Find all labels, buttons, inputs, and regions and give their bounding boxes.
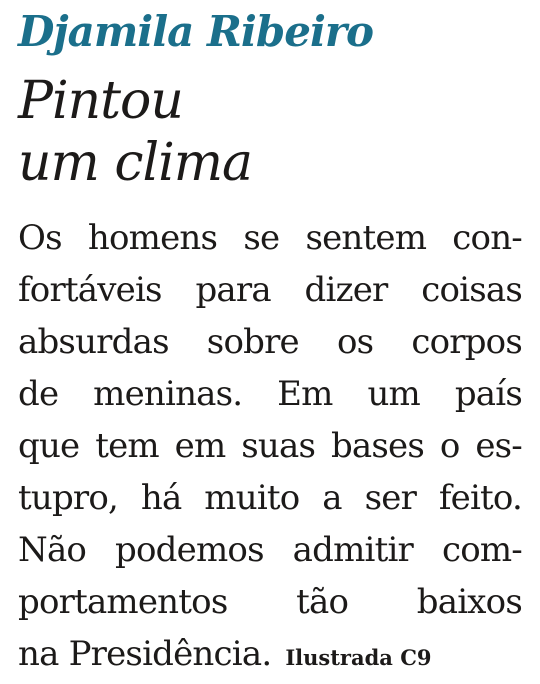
teaser-last-line [18, 628, 522, 680]
teaser-line: fortáveis para dizer coisas [18, 270, 522, 310]
headline-line-2: um clima [18, 133, 253, 193]
teaser-line: na Presidência. [18, 634, 272, 674]
headline[interactable] [18, 70, 252, 194]
headline-line-1: Pintou [18, 71, 183, 131]
teaser-line: Não podemos admitir com- [18, 530, 522, 570]
teaser-line: que tem em suas bases o es- [18, 426, 522, 466]
teaser-line: portamentos tão baixos [18, 582, 522, 622]
teaser-line: tupro, há muito a ser feito. [18, 478, 522, 518]
section-reference[interactable]: Ilustrada C9 [285, 645, 432, 670]
teaser-line: Os homens se sentem con- [18, 218, 522, 258]
teaser-line: absurdas sobre os corpos [18, 322, 522, 362]
author-name[interactable]: Djamila Ribeiro [18, 7, 374, 56]
teaser-text [18, 212, 522, 680]
teaser-line: de meninas. Em um país [18, 374, 522, 414]
